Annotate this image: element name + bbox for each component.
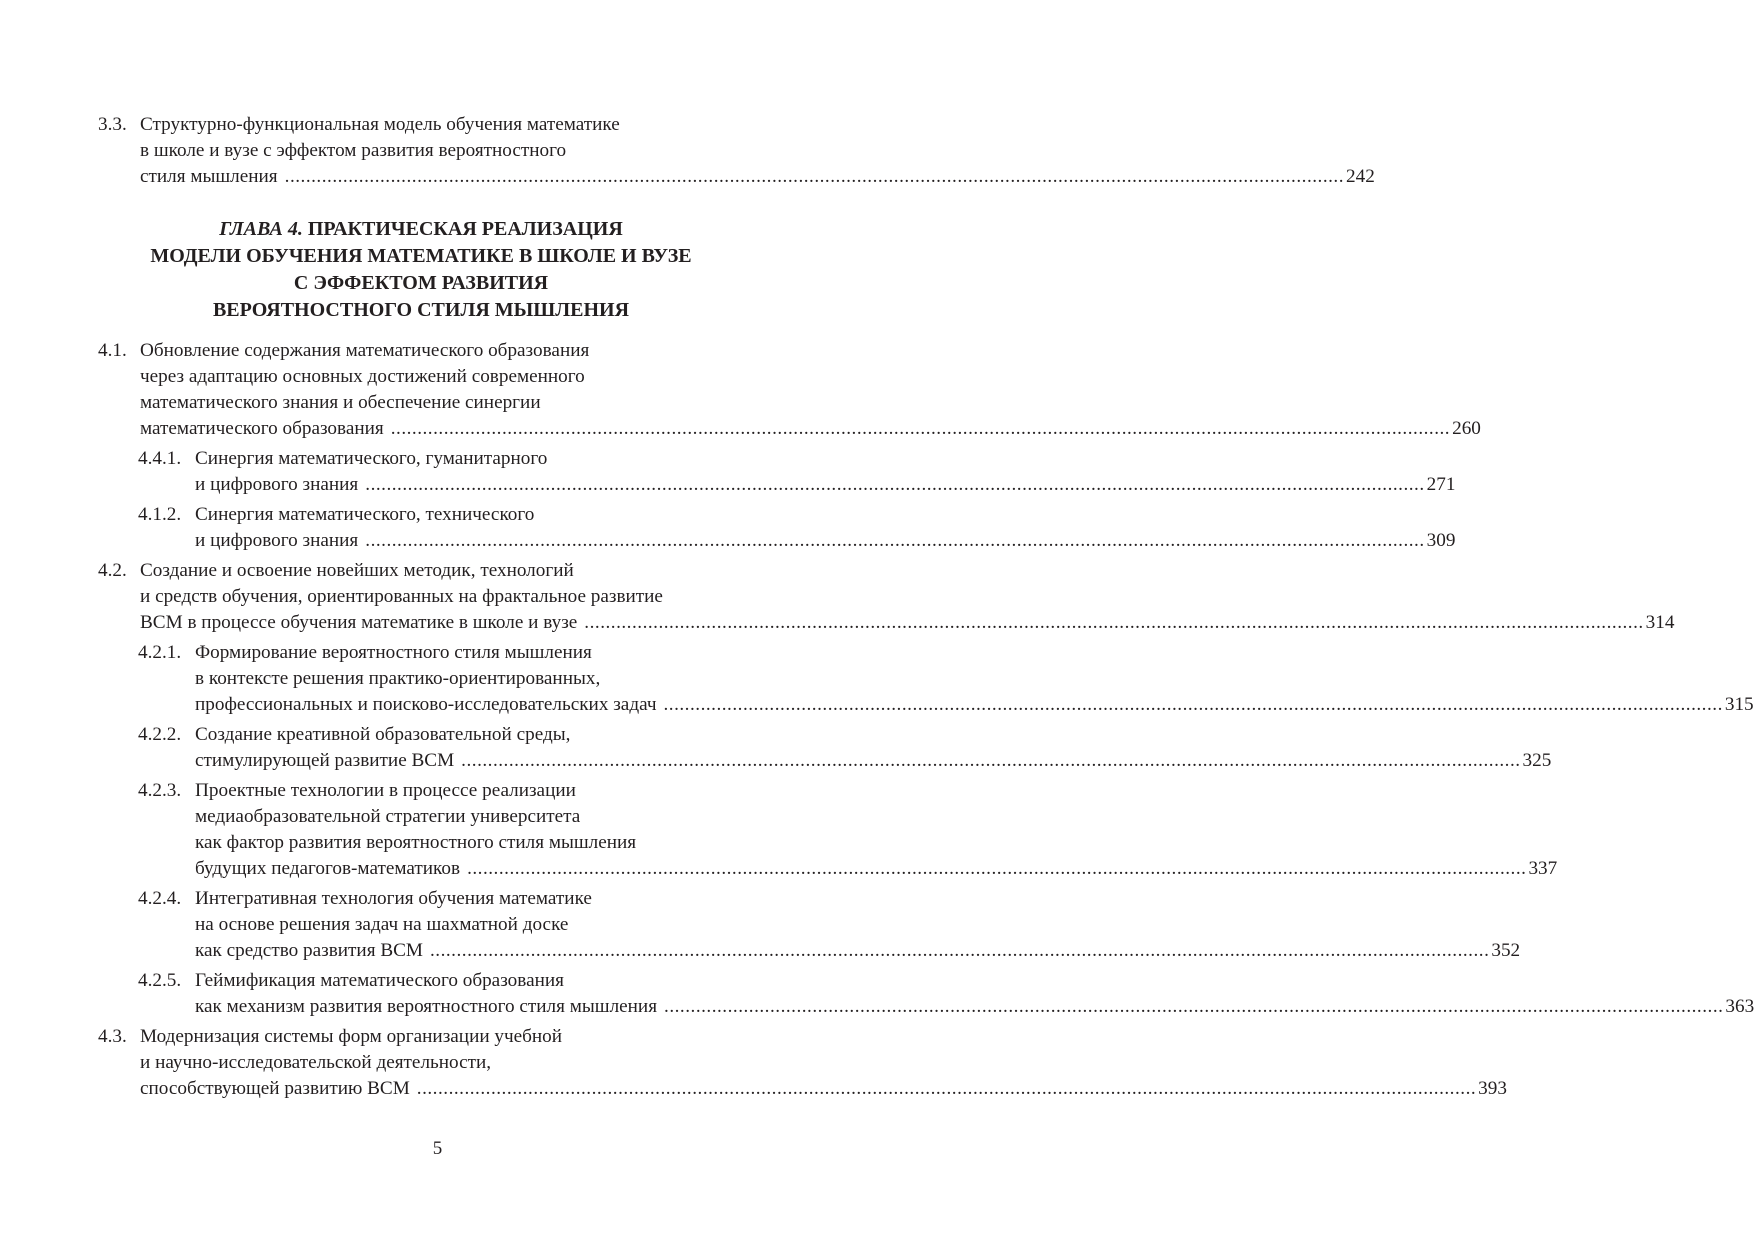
chapter-label: ГЛАВА 4.: [219, 218, 303, 240]
toc-entry-title-line: Интегративная технология обучения математике: [195, 888, 592, 909]
toc-entry-title-line: медиаобразовательной стратегии университета: [195, 806, 581, 827]
dot-leader: ........................................................................................................................................................................................................: [365, 474, 1425, 495]
toc-entry-title-line: Формирование вероятностного стиля мышления: [195, 642, 592, 663]
toc-entry-4-1-2[interactable]: [138, 502, 1456, 554]
toc-entry-title-line: математического знания и обеспечение синергии: [140, 392, 541, 413]
chapter-title-line: МОДЕЛИ ОБУЧЕНИЯ МАТЕМАТИКЕ В ШКОЛЕ И ВУЗЕ: [150, 245, 692, 267]
toc-entry-title-line: стимулирующей развитие ВСМ: [195, 750, 455, 771]
toc-entry-4-4-1[interactable]: [138, 446, 1456, 498]
dot-leader: ........................................................................................................................................................................................................: [664, 996, 1724, 1017]
toc-entry-title-line: через адаптацию основных достижений современного: [140, 366, 585, 387]
toc-entry-title-line: Синергия математического, гуманитарного: [195, 448, 548, 469]
toc-entry-title-line: Проектные технологии в процессе реализации: [195, 780, 576, 801]
toc-entry-4-3[interactable]: [98, 1024, 1507, 1102]
toc-page-number: 260: [1452, 418, 1481, 439]
chapter-title-line: ВЕРОЯТНОСТНОГО СТИЛЯ МЫШЛЕНИЯ: [212, 299, 630, 321]
chapter-title-line: С ЭФФЕКТОМ РАЗВИТИЯ: [293, 272, 549, 294]
table-of-contents: [98, 112, 1754, 1106]
toc-entry-title-line: и цифрового знания: [195, 474, 359, 495]
toc-entry-4-2-4[interactable]: [138, 886, 1521, 964]
toc-entry-number: 4.2.4.: [138, 888, 182, 909]
toc-entry-title-line: будущих педагогов-математиков: [195, 858, 461, 879]
toc-page-number: 352: [1491, 940, 1521, 961]
chapter-heading: [88, 216, 754, 324]
toc-entry-title-line: способствующей развитию ВСМ: [140, 1078, 410, 1099]
toc-entry-title-line: Геймификация математического образования: [195, 970, 564, 991]
toc-page-number: 325: [1522, 750, 1552, 771]
toc-page-number: 315: [1724, 694, 1754, 715]
toc-entry-title-line: Структурно-функциональная модель обучения математике: [140, 114, 620, 135]
toc-entry-title-line: Модернизация системы форм организации учебной: [140, 1026, 563, 1047]
toc-page-number: 314: [1645, 612, 1675, 633]
toc-page-number: 242: [1346, 166, 1375, 187]
dot-leader: ........................................................................................................................................................................................................: [467, 858, 1527, 879]
toc-entry-title-line: ВСМ в процессе обучения математике в школе и вузе: [140, 612, 578, 633]
toc-entry-title-line: и средств обучения, ориентированных на фрактальное развитие: [140, 586, 663, 607]
chapter-title-line: ПРАКТИЧЕСКАЯ РЕАЛИЗАЦИЯ: [307, 218, 623, 240]
toc-entry-number: 4.2.3.: [138, 780, 182, 801]
toc-entry-3-3[interactable]: [98, 112, 1375, 190]
toc-entry-4-2-2[interactable]: [138, 722, 1552, 774]
dot-leader: ........................................................................................................................................................................................................: [584, 612, 1644, 633]
toc-entry-number: 4.1.: [98, 340, 127, 361]
toc-entry-title-line: и цифрового знания: [195, 530, 359, 551]
toc-entry-title-line: как фактор развития вероятностного стиля мышления: [195, 832, 637, 853]
toc-entry-number: 4.1.2.: [138, 504, 182, 525]
toc-entry-number: 4.2.2.: [138, 724, 182, 745]
toc-entry-title-line: математического образования: [140, 418, 384, 439]
toc-entry-title-line: Создание креативной образовательной среды,: [195, 724, 571, 745]
dot-leader: ........................................................................................................................................................................................................: [461, 750, 1521, 771]
toc-entry-title-line: как механизм развития вероятностного стиля мышления: [195, 996, 658, 1017]
dot-leader: ........................................................................................................................................................................................................: [416, 1078, 1477, 1099]
toc-page-number: 309: [1426, 530, 1456, 551]
page-number: 5: [432, 1138, 443, 1159]
dot-leader: ........................................................................................................................................................................................................: [390, 418, 1451, 439]
toc-entry-number: 4.4.1.: [138, 448, 182, 469]
toc-entry-number: 4.2.5.: [138, 970, 182, 991]
toc-entry-title-line: как средство развития ВСМ: [195, 940, 423, 961]
toc-entry-4-2-1[interactable]: [138, 640, 1754, 718]
dot-leader: ........................................................................................................................................................................................................: [663, 694, 1723, 715]
toc-entry-number: 3.3.: [98, 114, 127, 135]
toc-page-number: 337: [1528, 858, 1558, 879]
dot-leader: ........................................................................................................................................................................................................: [365, 530, 1425, 551]
toc-entry-title-line: в школе и вузе с эффектом развития вероятностного: [140, 140, 567, 161]
toc-page-number: 363: [1725, 996, 1754, 1017]
toc-entry-title-line: профессиональных и поисково-исследовательских задач: [195, 694, 657, 715]
toc-entry-title-line: на основе решения задач на шахматной доске: [195, 914, 569, 935]
toc-entry-number: 4.2.: [98, 560, 127, 581]
toc-entry-4-1[interactable]: [98, 338, 1481, 442]
toc-entry-number: 4.3.: [98, 1026, 127, 1047]
toc-entry-title-line: в контексте решения практико-ориентированных,: [195, 668, 601, 689]
toc-entry-4-2-5[interactable]: [138, 968, 1754, 1020]
toc-entry-4-2-3[interactable]: [138, 778, 1558, 882]
toc-page-number: 393: [1478, 1078, 1507, 1099]
toc-entry-title-line: Обновление содержания математического образования: [140, 340, 590, 361]
toc-entry-title-line: стиля мышления: [140, 166, 278, 187]
dot-leader: ........................................................................................................................................................................................................: [429, 940, 1490, 961]
toc-entry-4-2[interactable]: [98, 558, 1675, 636]
toc-page-number: 271: [1426, 474, 1456, 495]
toc-entry-title-line: и научно-исследовательской деятельности,: [140, 1052, 492, 1073]
dot-leader: ........................................................................................................................................................................................................: [284, 166, 1345, 187]
toc-entry-number: 4.2.1.: [138, 642, 182, 663]
toc-entry-title-line: Создание и освоение новейших методик, технологий: [140, 560, 574, 581]
toc-entry-title-line: Синергия математического, технического: [195, 504, 535, 525]
